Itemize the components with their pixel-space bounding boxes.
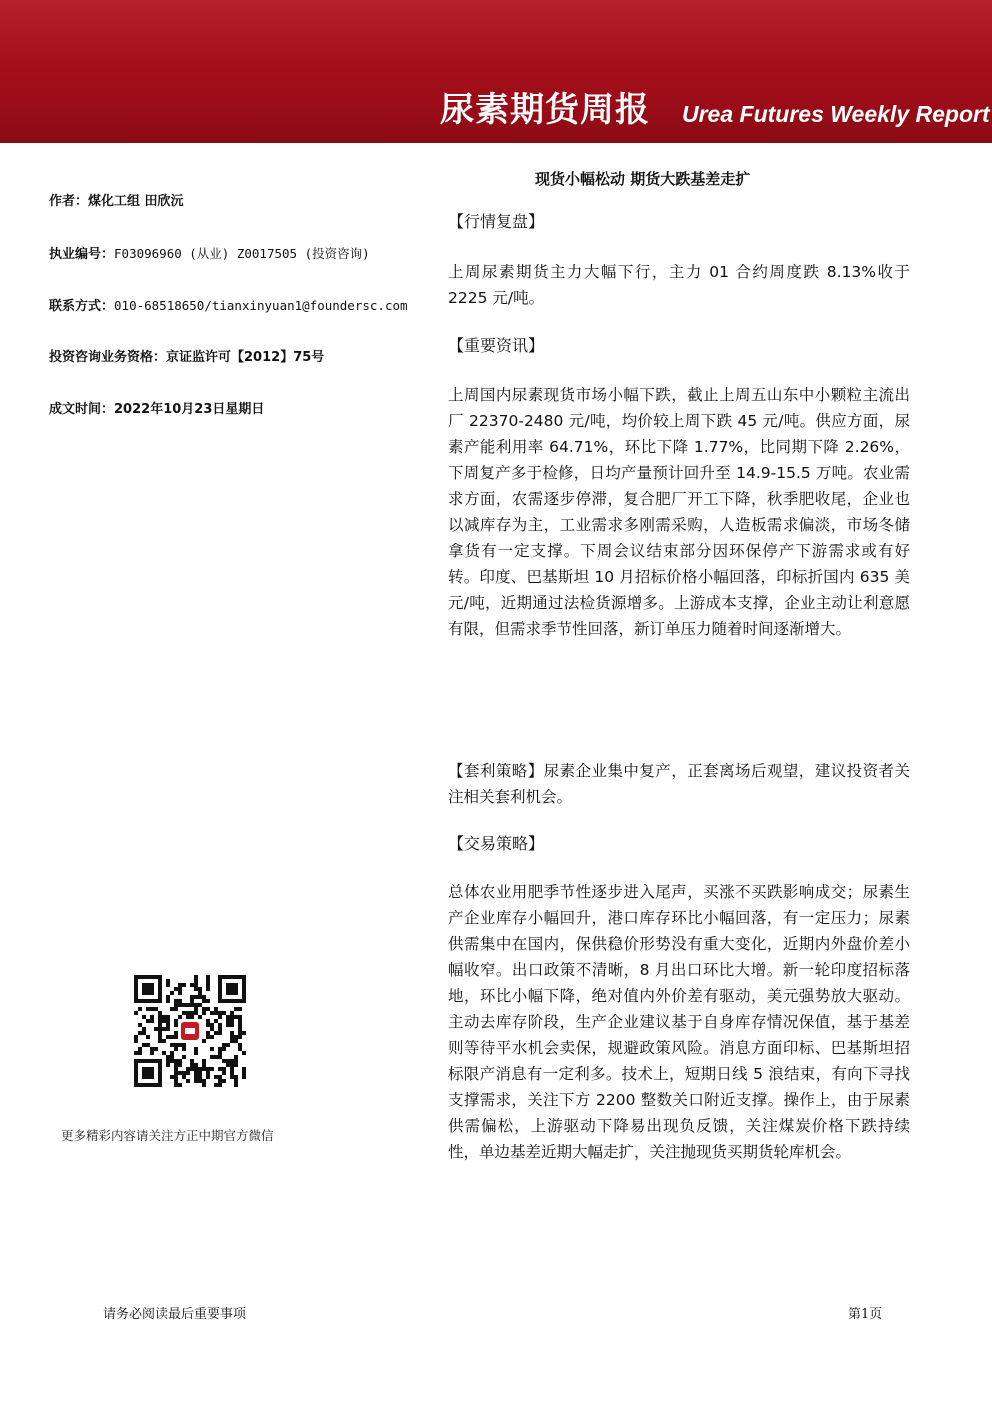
header-band bbox=[0, 0, 992, 143]
author-label: 作者： bbox=[49, 194, 89, 209]
section-heading-key-news: 【重要资讯】 bbox=[448, 336, 545, 355]
qr-code-icon bbox=[134, 975, 246, 1087]
qr-caption: 更多精彩内容请关注方正中期官方微信 bbox=[61, 1128, 274, 1143]
date-line bbox=[49, 401, 264, 419]
header-shine bbox=[0, 0, 992, 60]
author-value: 煤化工组 田欣沅 bbox=[88, 194, 184, 209]
license-line bbox=[49, 245, 370, 264]
paragraph-arbitrage-strategy: 【套利策略】尿素企业集中复产，正套离场后观望，建议投资者关注相关套利机会。 bbox=[448, 762, 910, 806]
qualification-label: 投资咨询业务资格： bbox=[49, 350, 167, 365]
paragraph-trading-strategy: 总体农业用肥季节性逐步进入尾声，买涨不买跌影响成交；尿素生产企业库存小幅回升，港口库存环比小幅回落，有一定压力；尿素供需集中在国内，保供稳价形势没有重大变化，近期内外盘价差小幅收窄。出口政策不清晰，8 月出口环比大增。新一轮印度招标落地，环比小幅下降，绝对值内外价差有驱动，美元强势放大驱动。主动去库存阶段，生产企业建议基于自身库存情况保值，基于基差则等待平水机会卖保，规避政策风险。消息方面印标、巴基斯坦招标限产消息有一定利多。技术上，短期日线 5 浪结束，有向下寻找支撑需求，关注下方 2200 整数关口附近支撑。操作上，由于尿素供需偏松，上游驱动下降易出现负反馈，关注煤炭价格下跌持续性，单边基差近期大幅走扩，关注抛现货买期货轮库机会。 bbox=[448, 883, 910, 1161]
article-title: 现货小幅松动 期货大跌基差走扩 bbox=[535, 170, 751, 188]
report-title-en: Urea Futures Weekly Report bbox=[682, 101, 990, 127]
author-line bbox=[49, 193, 184, 211]
date-label: 成文时间： bbox=[49, 402, 115, 417]
footer-disclaimer: 请务必阅读最后重要事项 bbox=[103, 1307, 247, 1322]
section-heading-market-review: 【行情复盘】 bbox=[448, 212, 545, 231]
contact-label: 联系方式： bbox=[49, 299, 115, 314]
contact-line bbox=[49, 297, 408, 316]
paragraph-market-review: 上周尿素期货主力大幅下行，主力 01 合约周度跌 8.13%收于 2225 元/吨。 bbox=[448, 263, 910, 307]
paragraph-key-news: 上周国内尿素现货市场小幅下跌，截止上周五山东中小颗粒主流出厂 22370-2480 元/吨，均价较上周下跌 45 元/吨。供应方面，尿素产能利用率 64.71%，环比下降 1.77%，比同期下降 2.26%，下周复产多于检修，日均产量预计回升至 14.9-15.5 万吨。农业需求方面，农需逐步停滞，复合肥厂开工下降，秋季肥收尾，企业也以减库存为主，工业需求多刚需采购，人造板需求偏淡，市场冬储拿货有一定支撑。下周会议结束部分因环保停产下游需求或有好转。印度、巴基斯坦 10 月招标价格小幅回落，印标折国内 635 美元/吨，近期通过法检货源增多。上游成本支撑，企业主动让利意愿有限，但需求季节性回落，新订单压力随着时间逐渐增大。 bbox=[448, 386, 910, 638]
report-title-cn: 尿素期货周报 bbox=[440, 90, 650, 130]
contact-value: 010-68518650/tianxinyuan1@foundersc.com bbox=[114, 298, 408, 313]
date-value: 2022年10月23日星期日 bbox=[114, 402, 265, 417]
qualification-line bbox=[49, 349, 324, 367]
license-label: 执业编号： bbox=[49, 247, 115, 262]
license-value: F03096960 (从业) Z0017505 (投资咨询) bbox=[114, 246, 370, 261]
page-number: 第1页 bbox=[848, 1307, 883, 1322]
section-heading-trading-strategy: 【交易策略】 bbox=[448, 834, 545, 853]
qualification-value: 京证监许可【2012】75号 bbox=[166, 350, 325, 365]
